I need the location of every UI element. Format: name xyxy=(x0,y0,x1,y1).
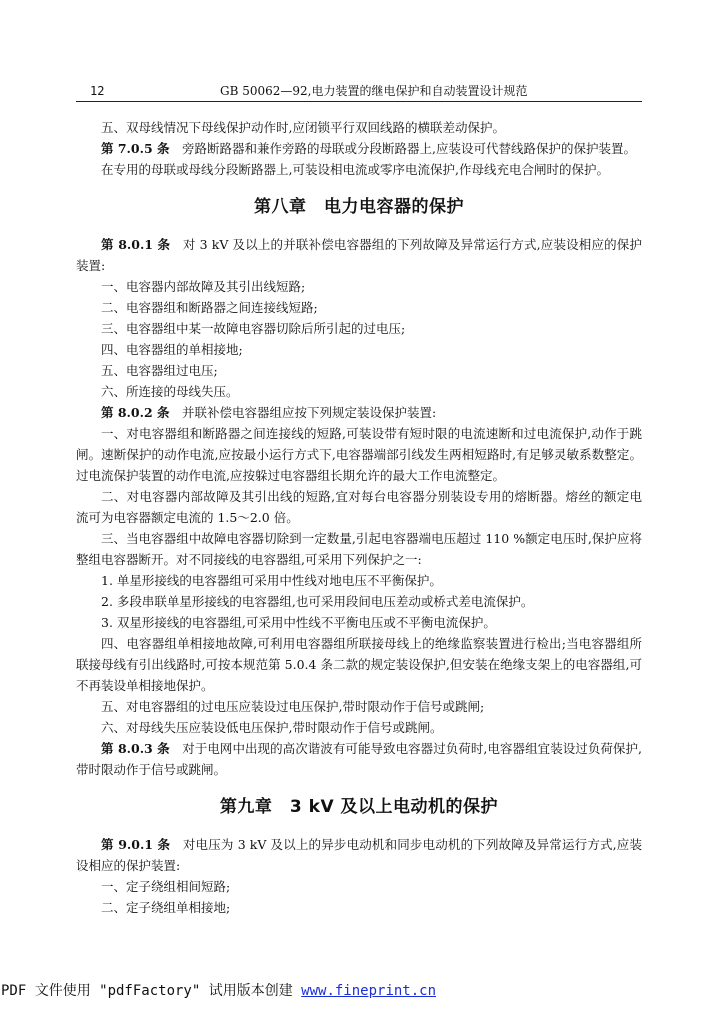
list-item: 四、电容器组的单相接地; xyxy=(101,342,243,357)
article-label: 第 8.0.2 条 xyxy=(101,405,170,420)
list-item: 3. 双星形接线的电容器组,可采用中性线不平衡电压或不平衡电流保护。 xyxy=(101,615,496,630)
article-8-0-3 xyxy=(76,738,642,780)
article-label: 第 9.0.1 条 xyxy=(101,837,171,852)
footer-text: PDF 文件使用 "pdfFactory" 试用版本创建 xyxy=(1,983,302,999)
list-item: 三、电容器组中某一故障电容器切除后所引起的过电压; xyxy=(101,321,406,336)
paragraph: 在专用的母联或母线分段断路器上,可装设相电流或零序电流保护,作母线充电合闸时的保护。 xyxy=(101,162,609,177)
paragraph: 六、对母线失压应装设低电压保护,带时限动作于信号或跳闸。 xyxy=(101,720,443,735)
fineprint-link[interactable]: www.fineprint.cn xyxy=(301,983,437,999)
article-9-0-1 xyxy=(76,834,642,876)
paragraph: 五、对电容器组的过电压应装设过电压保护,带时限动作于信号或跳闸; xyxy=(101,699,485,714)
paragraph: 一、对电容器组和断路器之间连接线的短路,可装设带有短时限的电流速断和过电流保护,动作于跳闸。速断保护的动作电流,应按最小运行方式下,电容器端部引线发生两相短路时,有足够灵敏系数整定。过电流保护装置的动作电流,应按躲过电容器组长期允许的最大工作电流整定。 xyxy=(76,426,642,483)
page-header xyxy=(76,83,642,102)
paragraph: 三、当电容器组中故障电容器切除到一定数量,引起电容器端电压超过 110 %额定电压时,保护应将整组电容器断开。对不同接线的电容器组,可采用下列保护之一: xyxy=(76,531,642,567)
paragraph: 五、双母线情况下母线保护动作时,应闭锁平行双回线路的横联差动保护。 xyxy=(101,120,505,135)
chapter-8-title: 第八章 电力电容器的保护 xyxy=(254,197,464,217)
list-item: 二、电容器组和断路器之间连接线短路; xyxy=(101,300,318,315)
list-item: 五、电容器组过电压; xyxy=(101,363,218,378)
article-8-0-1 xyxy=(76,234,642,276)
list-item: 1. 单星形接线的电容器组可采用中性线对地电压不平衡保护。 xyxy=(101,573,442,588)
article-label: 第 7.0.5 条 xyxy=(101,141,170,156)
chapter-9-title: 第九章 3 kV 及以上电动机的保护 xyxy=(219,797,499,817)
page-body xyxy=(76,117,642,918)
paragraph: 二、对电容器内部故障及其引出线的短路,宜对每台电容器分别装设专用的熔断器。熔丝的额定电流可为电容器额定电流的 1.5～2.0 倍。 xyxy=(76,489,642,525)
article-8-0-2 xyxy=(76,402,642,423)
article-text: 对电压为 3 kV 及以上的异步电动机和同步电动机的下列故障及异常运行方式,应装设相应的保护装置: xyxy=(76,837,642,873)
article-label: 第 8.0.1 条 xyxy=(101,237,171,252)
article-label: 第 8.0.3 条 xyxy=(101,741,170,756)
article-text: 对于电网中出现的高次谐波有可能导致电容器过负荷时,电容器组宜装设过负荷保护,带时限动作于信号或跳闸。 xyxy=(76,741,643,777)
article-7-0-5 xyxy=(76,138,642,159)
list-item: 六、所连接的母线失压。 xyxy=(101,384,239,399)
article-text: 并联补偿电容器组应按下列规定装设保护装置: xyxy=(182,405,437,420)
document-title: GB 50062—92,电力装置的继电保护和自动装置设计规范 xyxy=(220,84,528,98)
list-item: 2. 多段串联单星形接线的电容器组,也可采用段间电压差动或桥式差电流保护。 xyxy=(101,594,534,609)
list-item: 一、电容器内部故障及其引出线短路; xyxy=(101,279,306,294)
article-text: 旁路断路器和兼作旁路的母联或分段断路器上,应装设可代替线路保护的保护装置。 xyxy=(182,141,636,156)
paragraph: 四、电容器组单相接地故障,可利用电容器组所联接母线上的绝缘监察装置进行检出;当电容器组所联接母线有引出线路时,可按本规范第 5.0.4 条二款的规定装设保护,但安装在绝缘支架上的电容器组,可不再装设单相接地保护。 xyxy=(76,636,642,693)
pdf-footer xyxy=(1,980,436,1002)
list-item: 二、定子绕组单相接地; xyxy=(101,900,231,915)
list-item: 一、定子绕组相间短路; xyxy=(101,879,231,894)
article-text: 对 3 kV 及以上的并联补偿电容器组的下列故障及异常运行方式,应装设相应的保护装置: xyxy=(76,237,642,273)
page-number: 12 xyxy=(90,84,105,98)
